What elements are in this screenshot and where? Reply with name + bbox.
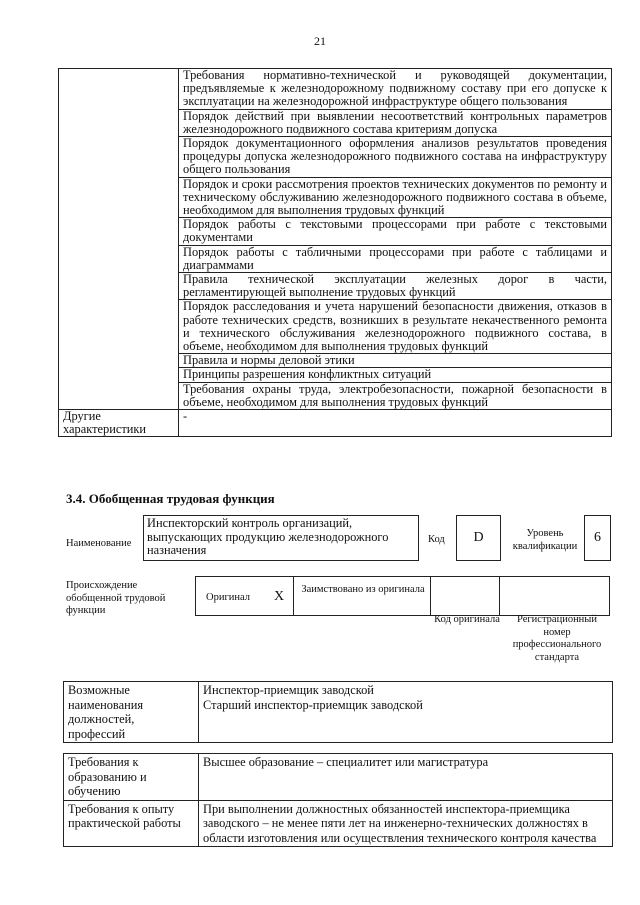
table-row xyxy=(64,754,613,801)
original-mark: X xyxy=(274,589,285,604)
other-characteristics-label: Другие характеристики xyxy=(59,410,179,437)
requirements-table xyxy=(63,753,613,847)
knowledge-item: Порядок расследования и учета нарушений безопасности движения, отказов в работе технических средств, возникших в результате некачественного ремонта и технического обслуживания железнодорожного подвижного состава, в объеме, необходимом для выполнения трудовых функций xyxy=(179,300,612,354)
positions-cell xyxy=(199,682,613,743)
experience-label: Требования к опыту практической работы xyxy=(64,800,199,847)
reg-number-label: Регистрационный номер профессионального стандарта xyxy=(512,614,602,663)
function-name-box: Инспекторский контроль организаций, выпускающих продукцию железнодорожного назначения xyxy=(143,515,419,561)
position-item: Старший инспектор-приемщик заводской xyxy=(203,697,423,712)
experience-value: При выполнении должностных обязанностей инспектора-приемщика заводского – не менее пяти лет на инженерно-технических должностях в области изготовления или осуществления технического контроля качества xyxy=(199,800,613,847)
knowledge-item: Принципы разрешения конфликтных ситуаций xyxy=(179,368,612,382)
table-row xyxy=(59,410,612,437)
knowledge-item: Порядок и сроки рассмотрения проектов технических документов по ремонту и техническому обслуживанию железнодорожного подвижного состава в объеме, необходимом для выполнения трудовых функций xyxy=(179,177,612,218)
knowledge-table xyxy=(58,68,612,437)
knowledge-item: Порядок работы с табличными процессорами при работе с таблицами и диаграммами xyxy=(179,245,612,272)
table-row xyxy=(64,682,613,743)
name-label: Наименование xyxy=(66,538,132,549)
positions-label: Возможные наименования должностей, профессий xyxy=(64,682,199,743)
knowledge-item: Порядок работы с текстовыми процессорами при работе с текстовыми документами xyxy=(179,218,612,245)
education-value: Высшее образование – специалитет или магистратура xyxy=(199,754,613,801)
knowledge-item: Правила и нормы деловой этики xyxy=(179,354,612,368)
position-item: Инспектор-приемщик заводской xyxy=(203,683,374,697)
borrowed-cell xyxy=(293,576,431,616)
knowledge-item: Требования охраны труда, электробезопасности, пожарной безопасности в объеме, необходимом для выполнения трудовых функций xyxy=(179,382,612,409)
knowledge-item: Порядок действий при выявлении несоответствий контрольных параметров железнодорожного подвижного состава критериям допуска xyxy=(179,109,612,136)
origin-row xyxy=(196,576,611,616)
knowledge-item: Правила технической эксплуатации железных дорог в части, регламентирующей выполнение трудовых функций xyxy=(179,273,612,300)
table-row xyxy=(64,800,613,847)
level-label: Уровень квалификации xyxy=(512,528,578,552)
code-value-box: D xyxy=(456,515,501,561)
other-characteristics-value: - xyxy=(179,410,612,437)
origin-label: Происхождение обобщенной трудовой функции xyxy=(66,580,166,616)
knowledge-item: Требования нормативно-технической и руководящей документации, предъявляемые к железнодорожному подвижному составу при его допуске к эксплуатации на железнодорожной инфраструктуре общего пользования xyxy=(179,69,612,110)
positions-table xyxy=(63,681,613,743)
section-title: 3.4. Обобщенная трудовая функция xyxy=(66,491,275,506)
code-label: Код xyxy=(428,534,445,545)
original-label: Оригинал xyxy=(206,592,250,603)
knowledge-item: Порядок документационного оформления анализов результатов проведения процедуры допуска железнодорожного подвижного состава на инфраструктуру общего пользования xyxy=(179,137,612,178)
code-original-cell xyxy=(430,576,500,616)
table-row xyxy=(59,69,612,110)
page-number: 21 xyxy=(314,34,326,48)
borrowed-label: Заимствовано из оригинала xyxy=(301,584,425,595)
knowledge-label-cell xyxy=(59,69,179,410)
code-original-label: Код оригинала xyxy=(434,614,500,625)
level-value-box: 6 xyxy=(584,515,611,561)
reg-number-cell xyxy=(499,576,610,616)
education-label: Требования к образованию и обучению xyxy=(64,754,199,801)
original-cell xyxy=(195,576,294,616)
